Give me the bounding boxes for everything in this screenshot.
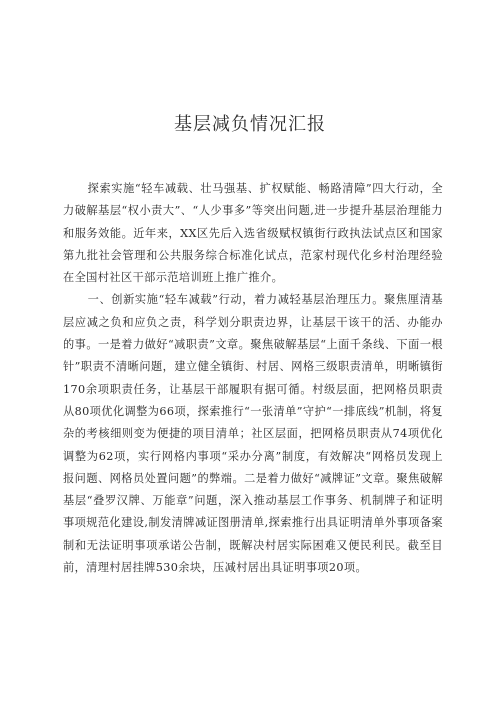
document-body (63, 178, 443, 579)
paragraph-section-one: 一、创新实施“轻车减载”行动，着力减轻基层治理压力。聚焦厘清基层应减之负和应负之责，科学划分职责边界，让基层干该干的活、办能办的事。一是着力做好“减职责”文章。聚焦破解基层“上面千条线、下面一根针”职责不清晰问题，建立健全镇街、村居、网格三级职责清单，明晰镇街170余项职责任务，让基层干部履职有据可循。村级层面，把网格员职责从80项优化调整为66项，探索推行“一张清单”守护“一排底线”机制，将复杂的考核细则变为便捷的项目清单；社区层面，把网格员职责从74项优化调整为62项，实行网格内事项“采办分离”制度，有效解决“网格员发现上报问题、网格员处置问题”的弊端。二是着力做好“减牌证”文章。聚焦破解基层“叠罗汉牌、万能章”问题，深入推动基层工作事务、机制牌子和证明事项规范化建设,制发清牌减证图册清单,探索推行出具证明清单外事项备案制和无法证明事项承诺公告制，既解决村居实际困难又便民利民。截至目前，清理村居挂牌530余块，压减村居出具证明事项20项。 (63, 293, 443, 575)
paragraph-intro: 探索实施“轻车减载、壮马强基、扩权赋能、畅路清障”四大行动，全力破解基层“权小责大”、“人少事多”等突出问题,进一步提升基层治理能力和服务效能。近年来，XX区先后入选省级赋权镇街行政执法试点区和国家第九批社会管理和公共服务综合标准化试点，范家村现代化乡村治理经验在全国村社区干部示范培训班上推广推介。 (63, 182, 443, 285)
document-title: 基层减负情况汇报 (174, 114, 326, 135)
